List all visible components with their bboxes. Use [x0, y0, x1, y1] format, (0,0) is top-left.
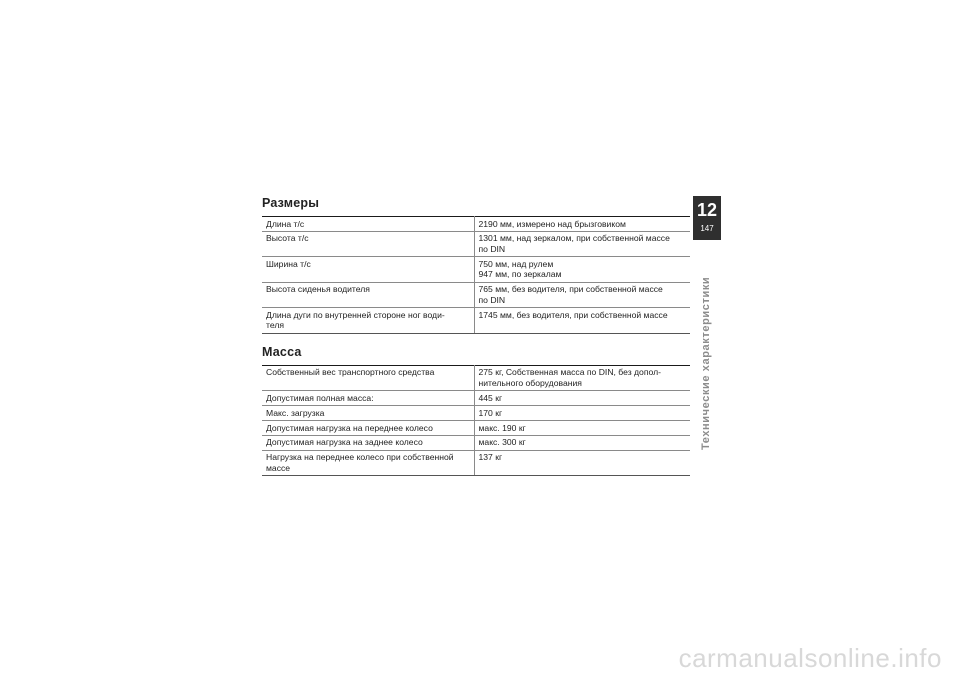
row-label: Высота т/с [262, 231, 474, 256]
row-value: 1301 мм, над зеркалом, при собственной массе по DIN [474, 231, 690, 256]
table-row [262, 391, 690, 406]
row-label: Длина т/с [262, 217, 474, 232]
row-value: 170 кг [474, 406, 690, 421]
row-value: 1745 мм, без водителя, при собственной массе [474, 308, 690, 333]
section-title-mass: Масса [262, 344, 302, 359]
row-label: Допустимая полная масса: [262, 391, 474, 406]
table-row [262, 282, 690, 307]
chapter-number: 12 [696, 200, 718, 220]
row-value: 750 мм, над рулем 947 мм, по зеркалам [474, 257, 690, 282]
row-value: 137 кг [474, 450, 690, 475]
row-label: Ширина т/с [262, 257, 474, 282]
table-row [262, 435, 690, 450]
page-number: 147 [700, 224, 714, 233]
table-row [262, 421, 690, 436]
mass-table [262, 365, 690, 477]
watermark: carmanualsonline.info [678, 643, 942, 673]
table-row [262, 231, 690, 256]
row-value: 765 мм, без водителя, при собственной массе по DIN [474, 282, 690, 307]
table-row [262, 406, 690, 421]
row-value: 275 кг, Собственная масса по DIN, без допол- нительного оборудования [474, 365, 690, 390]
table-row [262, 450, 690, 475]
row-label: Длина дуги по внутренней стороне ног води- теля [262, 308, 474, 333]
row-value: 445 кг [474, 391, 690, 406]
chapter-tab [693, 196, 721, 240]
row-label: Допустимая нагрузка на переднее колесо [262, 421, 474, 436]
table-row [262, 217, 690, 232]
table-row [262, 308, 690, 333]
row-value: 2190 мм, измерено над брызговиком [474, 217, 690, 232]
chapter-side-title: Технические характеристики [700, 276, 712, 450]
row-value: макс. 300 кг [474, 435, 690, 450]
row-value: макс. 190 кг [474, 421, 690, 436]
row-label: Макс. загрузка [262, 406, 474, 421]
table-row [262, 365, 690, 390]
row-label: Собственный вес транспортного средства [262, 365, 474, 390]
page-content [262, 196, 690, 476]
row-label: Высота сиденья водителя [262, 282, 474, 307]
dimensions-table [262, 216, 690, 334]
row-label: Допустимая нагрузка на заднее колесо [262, 435, 474, 450]
section-title-dimensions: Размеры [262, 196, 320, 210]
table-row [262, 257, 690, 282]
row-label: Нагрузка на переднее колесо при собственной массе [262, 450, 474, 475]
